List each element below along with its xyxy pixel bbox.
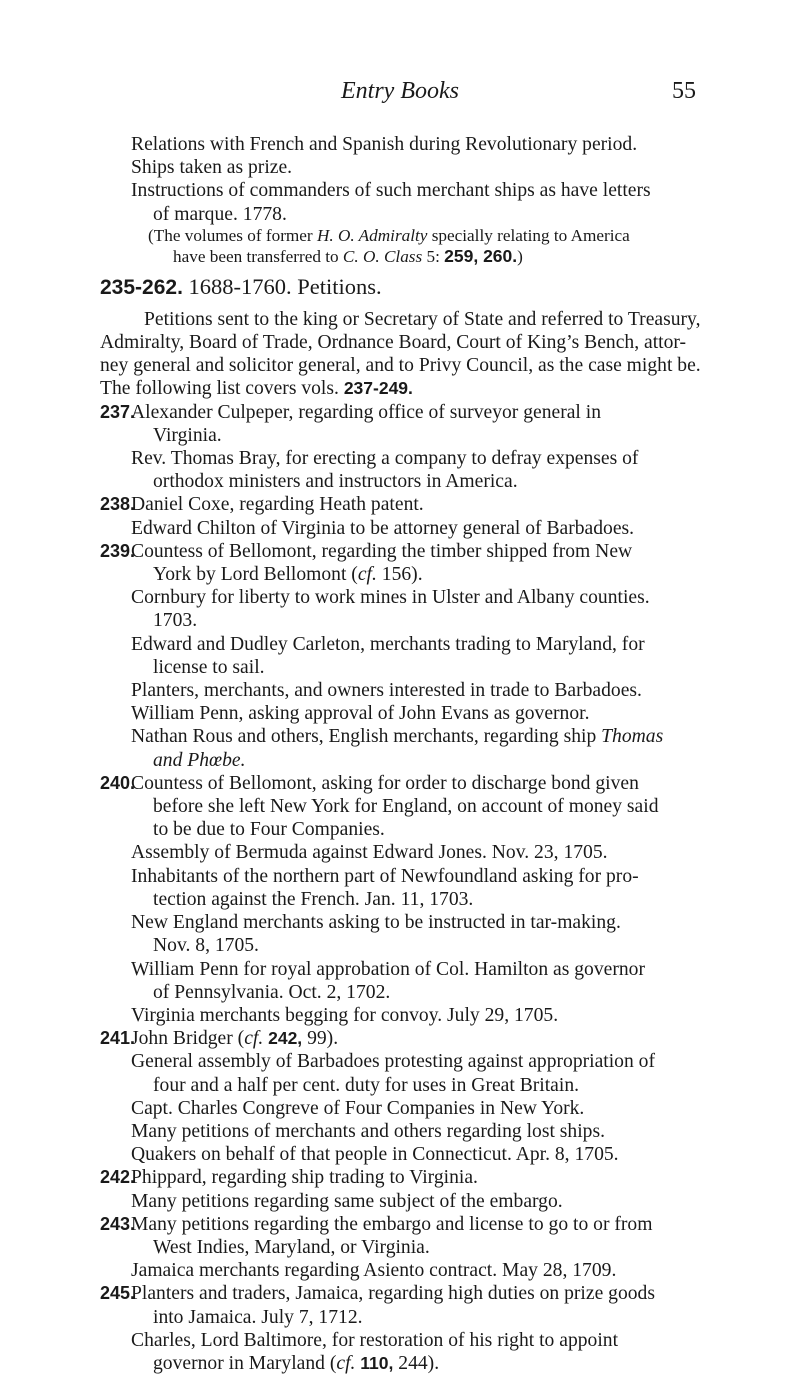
entry-line: of Pennsylvania. Oct. 2, 1702. [153, 981, 391, 1003]
entry-line: to be due to Four Companies. [153, 819, 385, 841]
volume-ref: 242, [263, 1028, 303, 1049]
text: The following list covers vols. [100, 378, 344, 400]
entry-line: Quakers on behalf of that people in Connecticut. Apr. 8, 1705. [131, 1144, 619, 1166]
text: Phippard, regarding ship trading to Virginia. [131, 1167, 478, 1189]
text: York by Lord Bellomont ( [153, 564, 358, 586]
text: Countess of Bellomont, asking for order to discharge bond given [131, 772, 639, 794]
entry-line [100, 772, 706, 795]
entry-line: before she left New York for England, on account of money said [153, 796, 659, 818]
text: Many petitions regarding the embargo and license to go to or from [131, 1213, 653, 1235]
text: governor in Maryland ( [153, 1352, 337, 1374]
entry-239 [100, 540, 706, 772]
text: John Bridger ( [131, 1028, 245, 1050]
entry-line: license to sail. [153, 656, 265, 678]
entry-line [100, 1282, 706, 1305]
entry-line: into Jamaica. July 7, 1712. [153, 1306, 363, 1328]
entry-line: Planters, merchants, and owners interested in trade to Barbadoes. [131, 680, 642, 702]
entry-line [100, 1027, 706, 1050]
entry-line: Nov. 8, 1705. [153, 935, 259, 957]
page-number: 55 [672, 78, 696, 104]
entry-line: Assembly of Bermuda against Edward Jones. Nov. 23, 1705. [131, 842, 608, 864]
entry-line [100, 1213, 706, 1236]
entry-line: tection against the French. Jan. 11, 1703. [153, 888, 474, 910]
entry-line: Edward and Dudley Carleton, merchants trading to Maryland, for [131, 633, 645, 655]
entry-line [131, 725, 706, 748]
text-line: Instructions of commanders of such merchant ships as have letters [131, 180, 651, 202]
entry-240 [100, 772, 706, 1027]
entry-243 [100, 1213, 706, 1283]
entry-line: General assembly of Barbadoes protesting against appropriation of [131, 1051, 655, 1073]
entry-line: four and a half per cent. duty for uses in Great Britain. [153, 1074, 580, 1096]
ship-name-italic: Thomas [601, 726, 664, 748]
entry-line: Edward Chilton of Virginia to be attorney general of Barbadoes. [131, 517, 635, 539]
volume-number: 243. [100, 1213, 136, 1234]
entry-line: Virginia merchants begging for convoy. July 29, 1705. [131, 1004, 559, 1026]
entry-line [100, 1166, 706, 1189]
note-text: 5: [422, 246, 445, 266]
cf-italic: cf. [244, 1028, 264, 1050]
entry-line: Virginia. [153, 424, 222, 446]
entry-line [131, 563, 706, 586]
entry-line: orthodox ministers and instructors in America. [153, 471, 518, 493]
note-text: specially relating to America [427, 225, 630, 245]
text-line [100, 377, 706, 400]
note-italic: H. O. Admiralty [316, 225, 428, 245]
running-title: Entry Books [341, 78, 459, 104]
entry-line [100, 493, 706, 516]
entry-line: Rev. Thomas Bray, for erecting a company to defray expenses of [131, 448, 639, 470]
entry-line: Charles, Lord Baltimore, for restoration of his right to appoint [131, 1329, 619, 1351]
note-text: have been transferred to [173, 246, 343, 266]
text-line: ney general and solicitor general, and to Privy Council, as the case might be. [100, 355, 701, 377]
volume-number: 237. [100, 401, 136, 422]
text: Countess of Bellomont, regarding the timber shipped from New [131, 540, 633, 562]
entry-line: Cornbury for liberty to work mines in Ulster and Albany counties. [131, 587, 650, 609]
entry-line: Jamaica merchants regarding Asiento contract. May 28, 1709. [131, 1260, 617, 1282]
entry-line [100, 401, 706, 424]
volume-number: 238. [100, 494, 136, 515]
entry-line [131, 749, 706, 772]
volume-ref: 237-249. [343, 378, 413, 399]
text: Planters and traders, Jamaica, regarding high duties on prize goods [131, 1283, 655, 1305]
cf-italic: cf. [357, 564, 377, 586]
editorial-note [131, 246, 706, 267]
text: Nathan Rous and others, English merchants, regarding ship [131, 726, 602, 748]
cf-italic: cf. [336, 1352, 356, 1374]
volume-number: 245. [100, 1283, 136, 1304]
entry-line: Many petitions regarding same subject of the embargo. [131, 1190, 563, 1212]
running-head [0, 78, 800, 108]
text-line: Admiralty, Board of Trade, Ordnance Board, Court of King’s Bench, attor- [100, 332, 687, 354]
text-line: of marque. 1778. [153, 203, 287, 225]
volume-number: 241. [100, 1028, 136, 1049]
text: Alexander Culpeper, regarding office of surveyor general in [131, 401, 602, 423]
entry-238 [100, 493, 706, 539]
entry-245 [100, 1282, 706, 1375]
section-number: 235-262. [100, 275, 183, 299]
volume-number: 242. [100, 1167, 136, 1188]
text: 244). [393, 1352, 440, 1374]
ship-name-italic: and Phœbe. [153, 749, 246, 771]
volume-number: 240. [100, 772, 136, 793]
volume-ref: 110, [355, 1352, 394, 1373]
entry-line: William Penn for royal approbation of Col. Hamilton as governor [131, 958, 645, 980]
text-line: Petitions sent to the king or Secretary of State and referred to Treasury, [144, 308, 701, 330]
entry-line: Capt. Charles Congreve of Four Companies in New York. [131, 1097, 585, 1119]
editorial-note [131, 226, 706, 246]
entry-line: Many petitions of merchants and others regarding lost ships. [131, 1120, 605, 1142]
text: 99). [302, 1028, 339, 1050]
entry-242 [100, 1166, 706, 1212]
entry-237 [100, 401, 706, 494]
section-heading [100, 273, 706, 302]
text: 156). [376, 564, 423, 586]
entry-line: New England merchants asking to be instructed in tar-making. [131, 912, 621, 934]
volume-number: 239. [100, 540, 136, 561]
volume-ref: 259, 260. [444, 245, 518, 266]
text-line: Ships taken as prize. [131, 157, 293, 179]
entry-line: Inhabitants of the northern part of Newfoundland asking for pro- [131, 865, 639, 887]
entry-241 [100, 1027, 706, 1166]
text: Daniel Coxe, regarding Heath patent. [131, 494, 424, 516]
note-italic: C. O. Class [342, 246, 423, 266]
section-title: 1688-1760. Petitions. [188, 273, 382, 299]
text-line: Relations with French and Spanish during Revolutionary period. [131, 134, 638, 155]
note-text: ) [517, 246, 523, 266]
note-text: (The volumes of former [148, 225, 317, 245]
entry-line [100, 540, 706, 563]
entry-line: 1703. [153, 610, 198, 632]
page-body [100, 133, 706, 1375]
entry-line [131, 1352, 706, 1375]
entry-line: West Indies, Maryland, or Virginia. [153, 1236, 430, 1258]
entry-line: William Penn, asking approval of John Evans as governor. [131, 703, 590, 725]
